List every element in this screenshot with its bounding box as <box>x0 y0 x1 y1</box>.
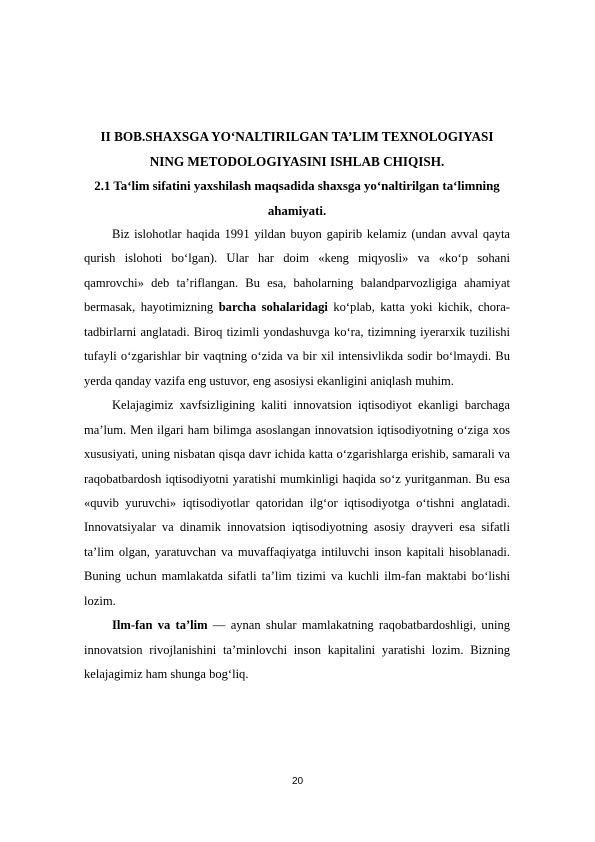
body-text <box>84 222 510 687</box>
page-number: 20 <box>291 776 304 787</box>
paragraph-1-text-start: Biz islohotlar haqida 1991 yildan buyon gapirib kelamiz (undan avval qayta qurish islohoti bo‘lgan). Ular har doim «keng miqyosli» va «ko‘p sohani qamrovchi» deb ta’riflangan. Bu esa, baholarning balandparvozligiga ahamiyat bermasak, hayotimizning <box>84 227 510 315</box>
paragraph-1-text-end: ko‘plab, katta yoki kichik, chora-tadbirlarni anglatadi. Biroq tizimli yondashuvga ko‘ra, tizimning iyerarxik tuzilishi tufayli o‘zgarishlar bir vaqtning o‘zida va bir xil intensivlikda sodir bo‘lmaydi. Bu yerda qanday vazifa eng ustuvor, eng asosiysi ekanligini aniqlash muhim. <box>84 300 510 388</box>
paragraph-3-text: — aynan shular mamlakatning raqobatbardoshligi, uning innovatsion rivojlanishini ta’minlovchi inson kapitalini yaratishi lozim. Bizning kelajagimiz ham shunga bog‘liq. <box>84 618 510 682</box>
chapter-title: II BOB.SHAXSGA YO‘NALTIRILGAN TA’LIM TEXNOLOGIYASI NING METODOLOGIYASINI ISHLAB CHIQISH. <box>100 129 494 169</box>
paragraph-1-bold-phrase: barcha sohalaridagi <box>218 300 328 315</box>
paragraph-2: Kelajagimiz xavfsizligining kaliti innovatsion iqtisodiyot ekanligi barchaga ma’lum. Men ilgari ham bilimga asoslangan innovatsion iqtisodiyotning o‘ziga xos xususiyati, uning nisbatan qisqa davr ichida katta o‘zgarishlarga erishib, samarali va raqobatbardosh iqtisodiyotni yaratishi mumkinligi haqida so‘z yuritganman. Bu esa «quvib yuruvchi» iqtisodiyotlar qatoridan ilg‘or iqtisodiyotga o‘tishni anglatadi. Innovatsiyalar va dinamik innovatsion iqtisodiyotning asosiy drayveri esa sifatli ta’lim olgan, yaratuvchan va muvaffaqiyatga intiluvchi inson kapitali hisoblanadi. Buning uchun mamlakatda sifatli ta’lim tizimi va kuchli ilm-fan maktabi bo‘lishi lozim. <box>84 398 510 608</box>
paragraph-3-bold-phrase: Ilm-fan va ta’lim <box>112 618 208 633</box>
section-title: 2.1 Ta‘lim sifatini yaxshilash maqsadida shaxsga yo‘naltirilgan ta‘limning ahamiyati. <box>94 179 500 218</box>
paragraph-1 <box>84 222 510 393</box>
paragraph-3 <box>84 613 510 686</box>
